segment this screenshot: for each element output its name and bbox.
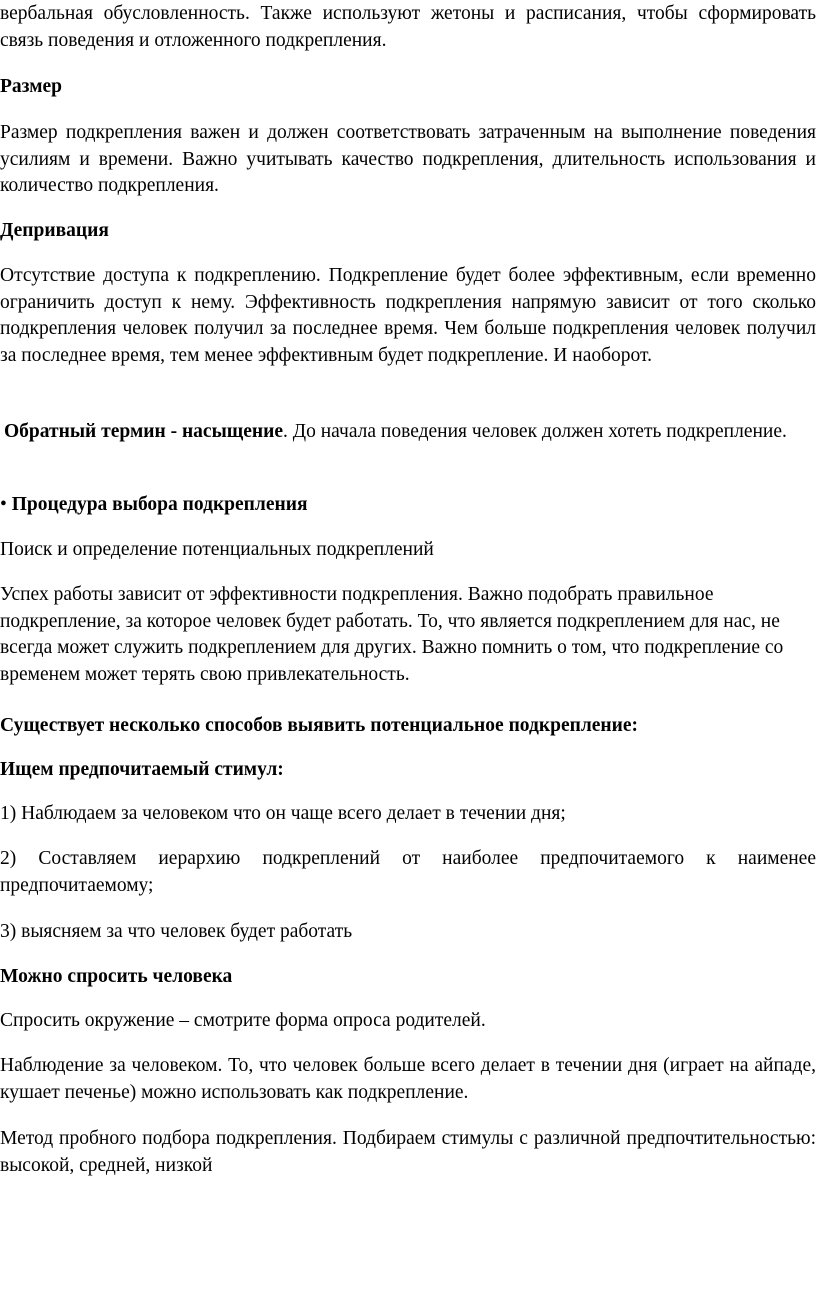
heading-ask: Можно спросить человека bbox=[0, 966, 233, 987]
satiation-term: Обратный термин - насыщение bbox=[4, 421, 284, 442]
heading-procedure bbox=[0, 492, 816, 519]
list-item-2: 2) Составляем иерархию подкреплений от наиболее предпочитаемого к наименее предпочитаемому; bbox=[0, 848, 816, 896]
heading-deprivation: Депривация bbox=[0, 220, 109, 241]
bullet-icon: • bbox=[0, 494, 7, 515]
heading-size: Размер bbox=[0, 76, 63, 97]
paragraph-success: Успех работы зависит от эффективности подкрепления. Важно подобрать правильное подкрепление, за которое человек будет работать. То, что является подкреплением для нас, не всегда может служить подкреплением для других. Важно помнить о том, что подкрепление со временем может терять свою привлекательность. bbox=[0, 584, 784, 685]
paragraph-ask-environment: Спросить окружение – смотрите форма опроса родителей. bbox=[0, 1010, 486, 1031]
paragraph-deprivation: Отсутствие доступа к подкреплению. Подкрепление будет более эффективным, если временно ограничить доступ к нему. Эффективность подкрепления напрямую зависит от того сколько подкрепления человек получил за последнее время. Чем больше подкрепления человек получил за последнее время, тем менее эффективным будет подкрепление. И наоборот. bbox=[0, 265, 816, 366]
paragraph-observe: Наблюдение за человеком. То, что человек больше всего делает в течении дня (играет на айпаде, кушает печенье) можно использовать как подкрепление. bbox=[0, 1055, 816, 1103]
heading-ways: Существует несколько способов выявить потенциальное подкрепление: bbox=[0, 715, 639, 736]
satiation-text: . До начала поведения человек должен хотеть подкрепление. bbox=[283, 421, 787, 442]
paragraph-satiation bbox=[0, 419, 816, 446]
list-item-3: 3) выясняем за что человек будет работать bbox=[0, 921, 353, 942]
heading-procedure-label: Процедура выбора подкрепления bbox=[11, 494, 308, 515]
list-item-1: 1) Наблюдаем за человеком что он чаще всего делает в течении дня; bbox=[0, 803, 566, 824]
paragraph-size: Размер подкрепления важен и должен соответствовать затраченным на выполнение поведения усилиям и времени. Важно учитывать качество подкрепления, длительность использования и количество подкрепления. bbox=[0, 122, 816, 196]
paragraph-trial: Метод пробного подбора подкрепления. Подбираем стимулы с различной предпочтительностью: высокой, средней, низкой bbox=[0, 1128, 816, 1176]
paragraph-search: Поиск и определение потенциальных подкреплений bbox=[0, 539, 434, 560]
heading-preferred: Ищем предпочитаемый стимул: bbox=[0, 759, 284, 780]
paragraph-intro: вербальная обусловленность. Также используют жетоны и расписания, чтобы сформировать связь поведения и отложенного подкрепления. bbox=[0, 3, 816, 51]
